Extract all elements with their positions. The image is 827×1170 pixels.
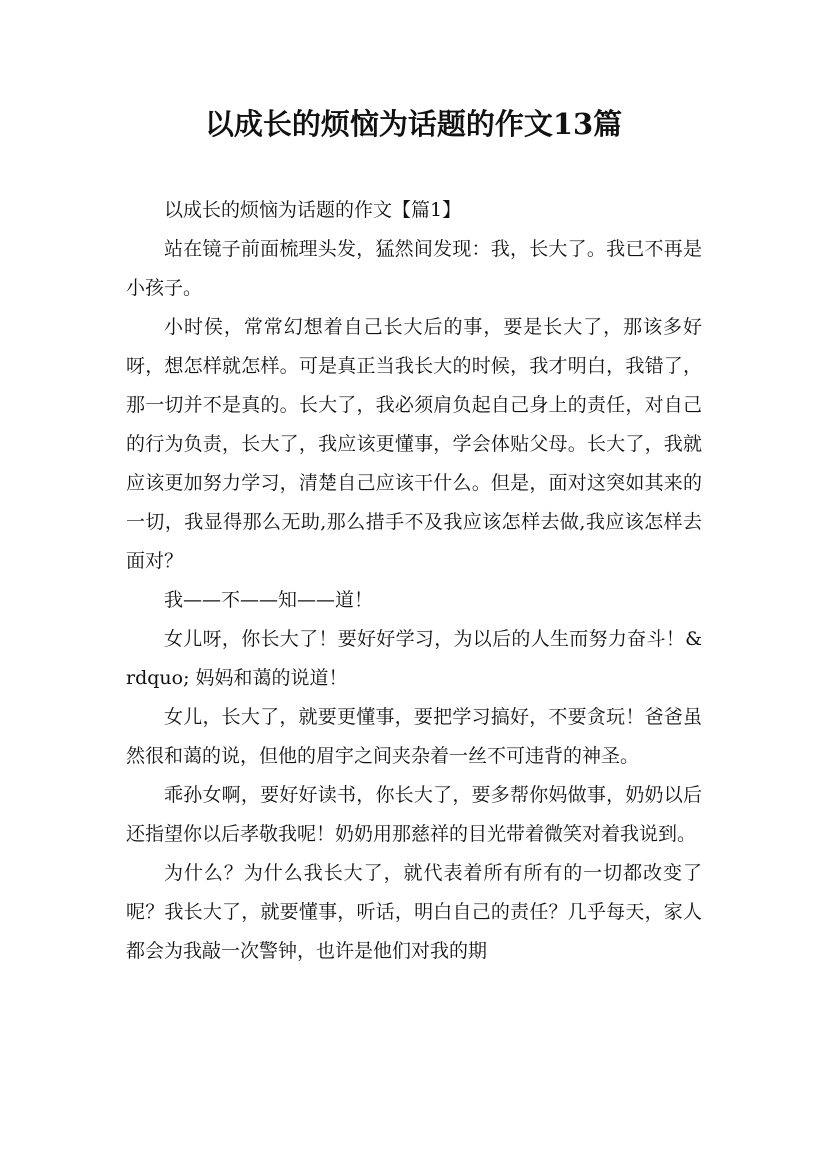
paragraph: 我——不——知——道！ [164, 589, 374, 611]
paragraph: 为什么？为什么我长大了，就代表着所有所有的一切都改变了呢？我长大了，就要懂事，听话，明白自己的责任？几乎每天，家人都会为我敲一次警钟，也许是他们对我的期 [126, 862, 702, 962]
section-heading: 以成长的烦恼为话题的作文【篇1】 [164, 199, 462, 221]
paragraph: 女儿，长大了，就要更懂事，要把学习搞好，不要贪玩！爸爸虽然很和蔼的说，但他的眉宇之间夹杂着一丝不可违背的神圣。 [126, 706, 702, 767]
paragraph: 女儿呀，你长大了！要好好学习，为以后的人生而努力奋斗！&rdquo; 妈妈和蔼的说道！ [126, 628, 702, 689]
paragraph: 站在镜子前面梳理头发，猛然间发现：我，长大了。我已不再是小孩子。 [126, 238, 702, 299]
document-title: 以成长的烦恼为话题的作文13篇 [204, 107, 623, 141]
paragraph: 小时侯，常常幻想着自己长大后的事，要是长大了，那该多好呀，想怎样就怎样。可是真正当我长大的时候，我才明白，我错了，那一切并不是真的。长大了，我必须肩负起自己身上的责任，对自己的行为负责，长大了，我应该更懂事，学会体贴父母。长大了，我就应该更加努力学习，清楚自己应该干什么。但是，面对这突如其来的一切，我显得那么无助,那么措手不及我应该怎样去做,我应该怎样去面对？ [126, 316, 702, 572]
paragraph: 乖孙女啊，要好好读书，你长大了，要多帮你妈做事，奶奶以后还指望你以后孝敬我呢！奶奶用那慈祥的目光带着微笑对着我说到。 [126, 784, 702, 845]
document-body [126, 191, 702, 971]
